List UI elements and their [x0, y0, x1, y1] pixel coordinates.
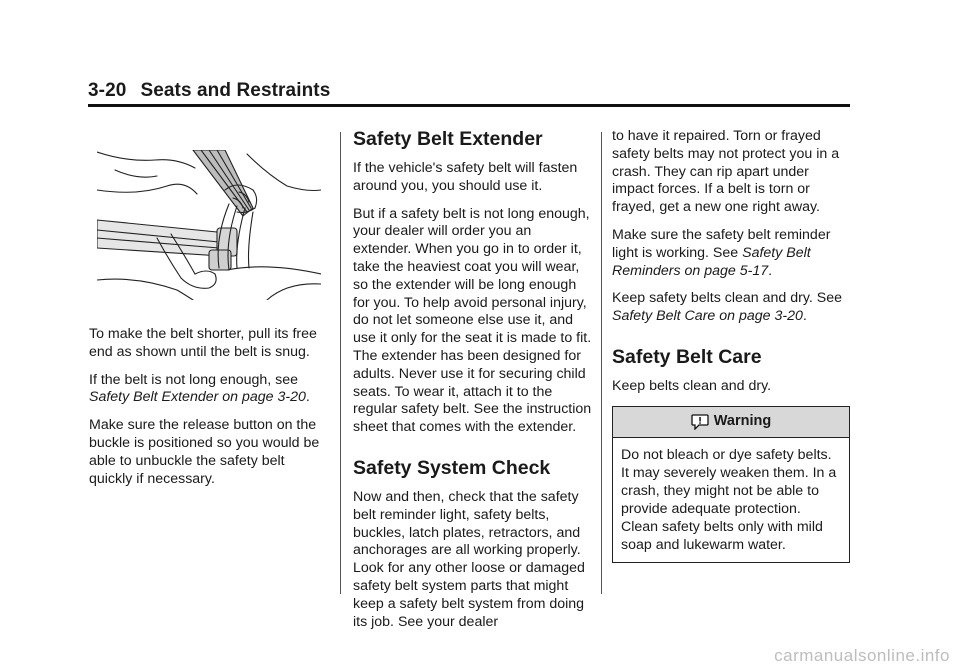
paragraph-end: .: [802, 308, 807, 325]
paragraph-text: If the belt is not long enough, see: [89, 371, 299, 388]
header-rule: [88, 104, 850, 107]
warning-icon: [691, 414, 709, 430]
paragraph-end: .: [305, 389, 310, 406]
paragraph-extender-details: But if a safety belt is not long enough, your dealer will order you an extender. When you go in to order it, take the heaviest coat you will wear, so the extender will be long enough for you. To help avoid personal injury, do not let someone else use it, and use it only for the seat it is made to fit. The extender has been designed for adults. Never use it for securing child seats. To wear it, attach it to the regular safety belt. See the instruction sheet that comes with the extender.: [353, 205, 592, 436]
paragraph-system-check: Now and then, check that the safety belt reminder light, safety belts, buckles, latch plates, retractors, and anchorages are all working properly. Look for any other loose or damaged safety belt system parts that might keep a safety belt system from doing its job. See your dealer: [353, 488, 585, 630]
paragraph-repair: to have it repaired. Torn or frayed safety belts may not protect you in a crash. They can rip apart under impact forces. If a belt is torn or frayed, get a new one right away.: [612, 128, 840, 216]
heading-safety-belt-care: Safety Belt Care: [612, 345, 762, 368]
paragraph-text: Keep safety belts clean and dry. See: [612, 290, 843, 307]
page-header: [88, 80, 850, 106]
warning-body: Do not bleach or dye safety belts. It may severely weaken them. In a crash, they might not be able to provide adequate protection. Clean safety belts only with mild soap and lukewarm water.: [621, 446, 837, 553]
paragraph-belt-shorter: To make the belt shorter, pull its free end as shown until the belt is snug.: [89, 326, 317, 360]
page-number: 3-20: [88, 80, 127, 101]
header-text: [88, 80, 850, 102]
paragraph-keep-clean: Keep belts clean and dry.: [612, 377, 772, 394]
column-2: [353, 128, 593, 641]
column-1: [89, 128, 329, 498]
paragraph-extender-intro: If the vehicle's safety belt will fasten around you, you should use it.: [353, 160, 578, 194]
paragraph-release-button: Make sure the release button on the buckle is positioned so you would be able to unbuckle the safety belt quickly if necessary.: [89, 417, 320, 487]
column-3: [612, 128, 852, 563]
seat-belt-adjust-illustration: [97, 150, 321, 300]
column-divider-1: [340, 132, 341, 594]
warning-title: Warning: [713, 412, 772, 429]
paragraph-text: Make sure the safety belt reminder light is working. See: [612, 226, 831, 261]
paragraph-reminder-light: [612, 227, 852, 280]
column-divider-2: [601, 132, 602, 594]
heading-safety-system-check: Safety System Check: [353, 456, 551, 479]
warning-box: [612, 406, 850, 563]
xref-safety-belt-reminders[interactable]: Safety Belt Reminders on page 5-17: [612, 244, 811, 279]
paragraph-not-long-enough: [89, 372, 329, 408]
belt-illustration-svg: [97, 150, 321, 300]
paragraph-end: .: [768, 262, 773, 279]
xref-safety-belt-care[interactable]: Safety Belt Care on page 3-20: [612, 308, 803, 325]
warning-header: [613, 407, 849, 438]
section-title: Seats and Restraints: [140, 80, 331, 101]
watermark: carmanualsonline.info: [774, 646, 950, 665]
heading-safety-belt-extender: Safety Belt Extender: [353, 128, 543, 150]
paragraph-clean-dry: [612, 290, 852, 326]
xref-safety-belt-extender[interactable]: Safety Belt Extender on page 3-20: [89, 389, 306, 406]
